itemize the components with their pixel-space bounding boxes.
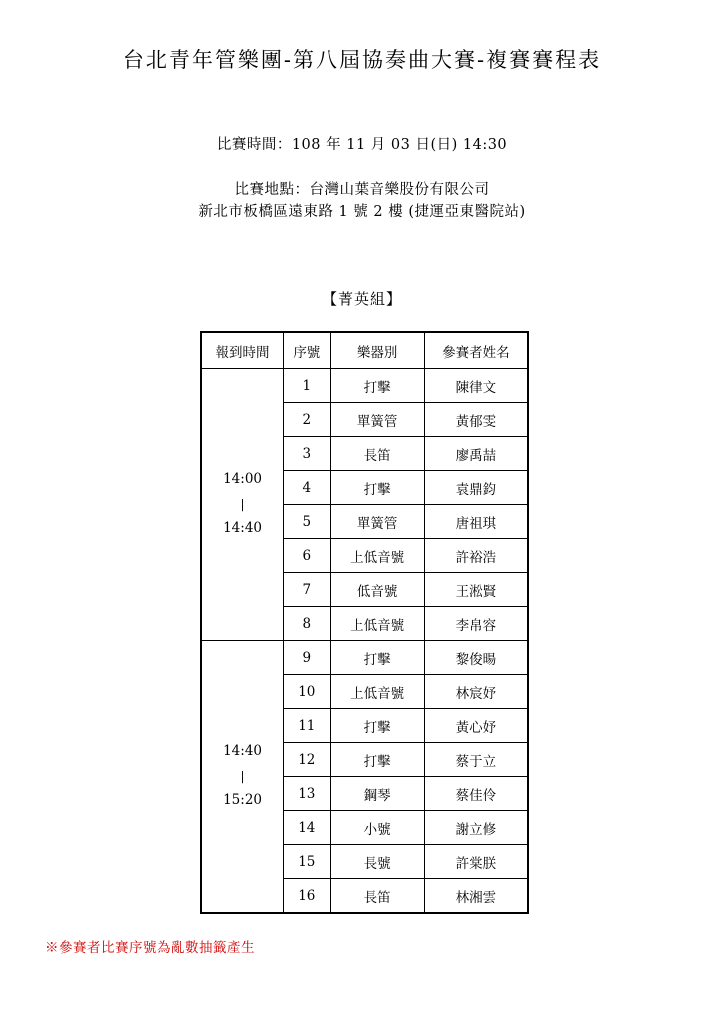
row-instrument: 長笛 <box>330 437 424 471</box>
row-name: 蔡于立 <box>424 743 528 777</box>
row-name: 黎俊暘 <box>424 641 528 675</box>
row-number: 3 <box>284 437 330 471</box>
row-name: 許裕浩 <box>424 539 528 573</box>
table-row <box>201 369 528 403</box>
row-instrument: 打擊 <box>330 641 424 675</box>
row-number: 9 <box>284 641 330 675</box>
row-number: 11 <box>284 709 330 743</box>
page-title: 台北青年管樂團-第八屆協奏曲大賽-複賽賽程表 <box>122 48 602 72</box>
row-number: 4 <box>284 471 330 505</box>
header-number: 序號 <box>284 332 330 369</box>
row-instrument: 上低音號 <box>330 607 424 641</box>
row-name: 謝立修 <box>424 811 528 845</box>
row-number: 16 <box>284 879 330 914</box>
time-slot-separator: | <box>240 768 245 783</box>
row-number: 6 <box>284 539 330 573</box>
row-number: 12 <box>284 743 330 777</box>
schedule-table <box>200 331 529 914</box>
time-slot-separator: | <box>240 496 245 511</box>
row-number: 7 <box>284 573 330 607</box>
row-instrument: 長號 <box>330 845 424 879</box>
row-instrument: 單簧管 <box>330 403 424 437</box>
row-name: 袁鼎鈞 <box>424 471 528 505</box>
row-instrument: 小號 <box>330 811 424 845</box>
row-instrument: 上低音號 <box>330 675 424 709</box>
row-instrument: 低音號 <box>330 573 424 607</box>
row-number: 13 <box>284 777 330 811</box>
row-number: 2 <box>284 403 330 437</box>
row-name: 蔡佳伶 <box>424 777 528 811</box>
row-number: 10 <box>284 675 330 709</box>
time-slot-start: 14:40 <box>223 743 262 760</box>
time-slot-end: 14:40 <box>223 520 262 537</box>
row-name: 林宸妤 <box>424 675 528 709</box>
row-name: 王淞賢 <box>424 573 528 607</box>
time-slot-1 <box>201 369 284 641</box>
header-instrument: 樂器別 <box>330 332 424 369</box>
time-slot-2 <box>201 641 284 914</box>
row-number: 14 <box>284 811 330 845</box>
row-instrument: 打擊 <box>330 743 424 777</box>
row-instrument: 鋼琴 <box>330 777 424 811</box>
draw-order-note: ※參賽者比賽序號為亂數抽籤產生 <box>45 940 255 956</box>
row-name: 許棠朕 <box>424 845 528 879</box>
header-contestant-name: 參賽者姓名 <box>424 332 528 369</box>
row-instrument: 單簧管 <box>330 505 424 539</box>
table-header-row <box>201 332 528 369</box>
row-name: 林湘雲 <box>424 879 528 914</box>
row-number: 8 <box>284 607 330 641</box>
row-name: 黃郁雯 <box>424 403 528 437</box>
header-checkin-time: 報到時間 <box>201 332 284 369</box>
time-slot-end: 15:20 <box>223 792 262 809</box>
row-name: 李帛容 <box>424 607 528 641</box>
row-number: 15 <box>284 845 330 879</box>
row-instrument: 打擊 <box>330 369 424 403</box>
row-instrument: 上低音號 <box>330 539 424 573</box>
row-name: 陳律文 <box>424 369 528 403</box>
row-number: 5 <box>284 505 330 539</box>
table-row <box>201 641 528 675</box>
row-name: 唐祖琪 <box>424 505 528 539</box>
row-instrument: 長笛 <box>330 879 424 914</box>
row-instrument: 打擊 <box>330 709 424 743</box>
time-slot-start: 14:00 <box>223 471 262 488</box>
row-name: 黃心妤 <box>424 709 528 743</box>
competition-venue: 比賽地點：台灣山葉音樂股份有限公司 <box>234 182 490 198</box>
row-name: 廖禹喆 <box>424 437 528 471</box>
competition-address: 新北市板橋區遠東路 1 號 2 樓 (捷運亞東醫院站) <box>198 204 526 220</box>
group-label: 【菁英組】 <box>321 290 402 308</box>
row-number: 1 <box>284 369 330 403</box>
competition-datetime: 比賽時間：108 年 11 月 03 日(日) 14:30 <box>216 137 508 153</box>
row-instrument: 打擊 <box>330 471 424 505</box>
